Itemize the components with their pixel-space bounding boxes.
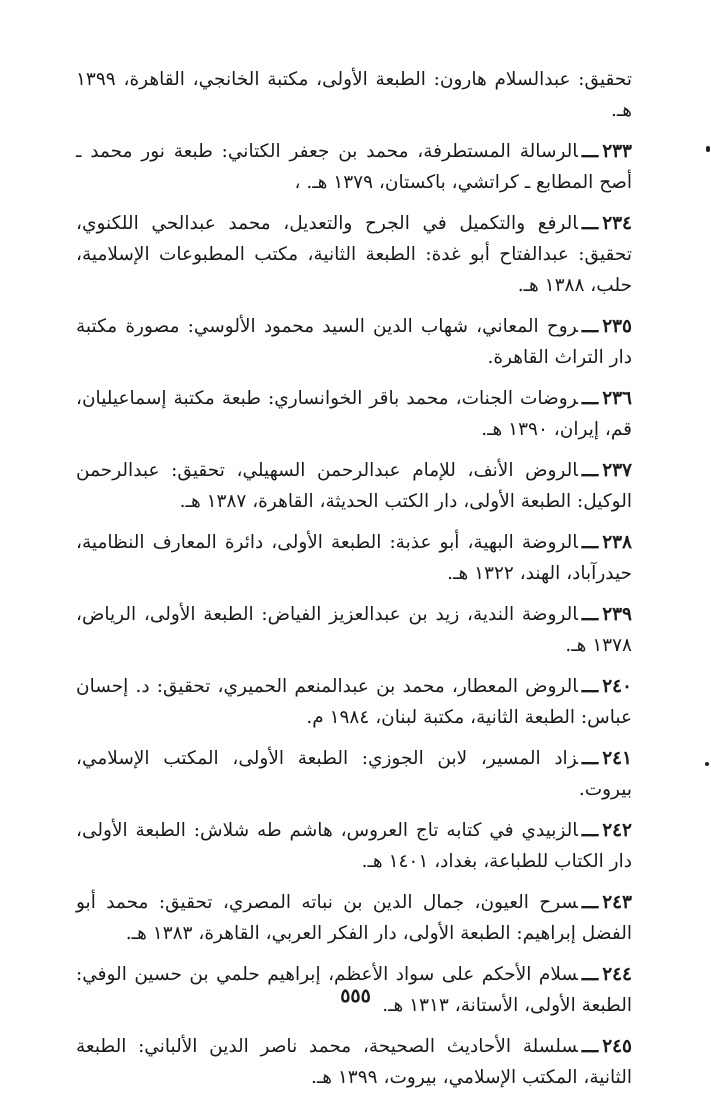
entry-number: ٢٤٢: [602, 820, 632, 841]
margin-speck: [706, 146, 710, 152]
bibliography-entry-239: [76, 599, 632, 661]
entry-text: الزبيدي في كتابه تاج العروس، هاشم طه شلاش: الطبعة الأولى، دار الكتاب للطباعة، بغداد، ١٤٠١ هـ.: [76, 820, 632, 872]
entry-text: سرح العيون، جمال الدين بن نباته المصري، تحقيق: محمد أبو الفضل إبراهيم: الطبعة الأولى، دار الفكر العربي، القاهرة، ١٣٨٣ هـ.: [76, 892, 632, 944]
entry-text: سلام الأحكم على سواد الأعظم، إبراهيم حلمي بن حسين الوفي: الطبعة الأولى، الأستانة، ١٣١٣ هـ.: [76, 964, 632, 1016]
entry-number: ٢٣٤: [602, 213, 632, 234]
entry-text: الرسالة المستطرفة، محمد بن جعفر الكتاني: طبعة نور محمد ـ أصح المطابع ـ كراتشي، باكستان، ١٣٧٩ هـ. ،: [76, 141, 632, 193]
entry-text: الرفع والتكميل في الجرح والتعديل، محمد عبدالحي اللكنوي، تحقيق: عبدالفتاح أبو غدة: الطبعة الثانية، مكتب المطبوعات الإسلامية، حلب، ١٣٨٨ هـ.: [76, 213, 632, 296]
entry-number: ٢٤٠: [602, 676, 632, 697]
bibliography-entry-243: [76, 887, 632, 949]
entry-number: ٢٤٣: [602, 892, 632, 913]
entry-dash: ـــ: [581, 388, 599, 409]
bibliography-entry-234: [76, 208, 632, 301]
entry-dash: ـــ: [581, 316, 599, 337]
entry-number: ٢٤١: [602, 748, 632, 769]
entry-text: روضات الجنات، محمد باقر الخوانساري: طبعة مكتبة إسماعيليان، قم، إيران، ١٣٩٠ هـ.: [76, 388, 632, 440]
entry-text: زاد المسير، لابن الجوزي: الطبعة الأولى، المكتب الإسلامي، بيروت.: [76, 748, 632, 800]
bibliography-page: [76, 64, 632, 1103]
entry-text: سلسلة الأحاديث الصحيحة، محمد ناصر الدين الألباني: الطبعة الثانية، المكتب الإسلامي، بيروت، ١٣٩٩ هـ.: [76, 1036, 632, 1088]
bibliography-entry-241: [76, 743, 632, 805]
entry-text: الروضة البهية، أبو عذبة: الطبعة الأولى، دائرة المعارف النظامية، حيدرآباد، الهند، ١٣٢٢ هـ.: [76, 532, 632, 584]
entry-number: ٢٣٣: [602, 141, 632, 162]
bibliography-entry-236: [76, 383, 632, 445]
bibliography-entry-240: [76, 671, 632, 733]
entry-dash: ـــ: [581, 676, 599, 697]
bibliography-entry-245: [76, 1031, 632, 1093]
entry-text: الروض الأنف، للإمام عبدالرحمن السهيلي، تحقيق: عبدالرحمن الوكيل: الطبعة الأولى، دار الكتب الحديثة، القاهرة، ١٣٨٧ هـ.: [76, 460, 632, 512]
entry-number: ٢٣٦: [602, 388, 632, 409]
entry-dash: ـــ: [581, 892, 599, 913]
entry-continuation: تحقيق: عبدالسلام هارون: الطبعة الأولى، مكتبة الخانجي، القاهرة، ١٣٩٩ هـ.: [76, 69, 632, 121]
entry-dash: ـــ: [581, 964, 599, 985]
entry-number: ٢٤٥: [602, 1036, 632, 1057]
entry-dash: ـــ: [581, 141, 599, 162]
entry-number: ٢٤٤: [602, 964, 632, 985]
entry-number: ٢٣٨: [602, 532, 632, 553]
entry-dash: ـــ: [581, 532, 599, 553]
entry-text: روح المعاني، شهاب الدين السيد محمود الألوسي: مصورة مكتبة دار التراث القاهرة.: [76, 316, 632, 368]
bibliography-entry-233: [76, 136, 632, 198]
entry-dash: ـــ: [581, 213, 599, 234]
entry-dash: ـــ: [581, 460, 599, 481]
bibliography-entry-237: [76, 455, 632, 517]
bibliography-entry-235: [76, 311, 632, 373]
entry-dash: ـــ: [581, 1036, 599, 1057]
bibliography-entry-238: [76, 527, 632, 589]
entry-text: الروض المعطار، محمد بن عبدالمنعم الحميري، تحقيق: د. إحسان عباس: الطبعة الثانية، مكتبة لبنان، ١٩٨٤ م.: [76, 676, 632, 728]
entry-dash: ـــ: [581, 604, 599, 625]
entry-text: الروضة الندية، زيد بن عبدالعزيز الفياض: الطبعة الأولى، الرياض، ١٣٧٨ هـ.: [76, 604, 632, 656]
entry-dash: ـــ: [581, 820, 599, 841]
entry-number: ٢٣٥: [602, 316, 632, 337]
entry-number: ٢٣٧: [602, 460, 632, 481]
entry-dash: ـــ: [581, 748, 599, 769]
entry-number: ٢٣٩: [602, 604, 632, 625]
margin-speck: [705, 762, 709, 766]
bibliography-entry-242: [76, 815, 632, 877]
page-number: ٥٥٥: [340, 985, 371, 1007]
